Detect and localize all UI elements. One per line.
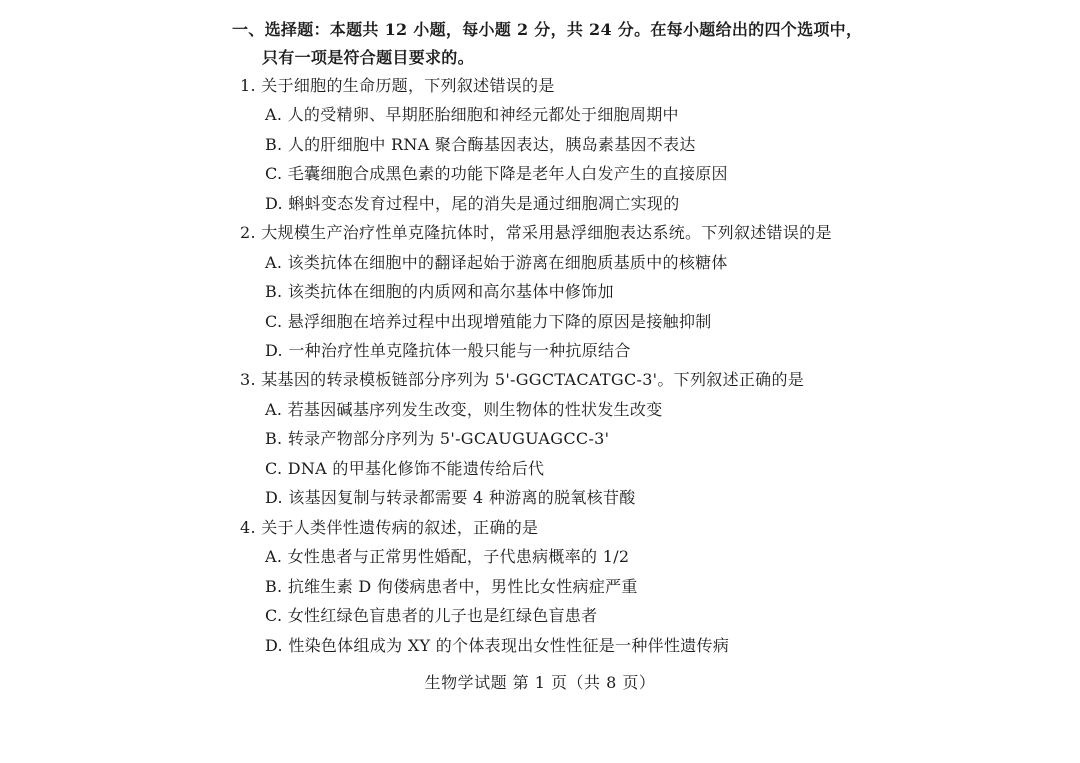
question-1-stem: 1. 关于细胞的生命历题，下列叙述错误的是 xyxy=(240,76,555,95)
page-footer: 生物学试题 第 1 页（共 8 页） xyxy=(424,673,656,692)
question-2-stem: 2. 大规模生产治疗性单克隆抗体时，常采用悬浮细胞表达系统。下列叙述错误的是 xyxy=(240,223,832,242)
question-2-option-b: B. 该类抗体在细胞的内质网和高尔基体中修饰加 xyxy=(265,282,614,301)
question-3-option-d: D. 该基因复制与转录都需要 4 种游离的脱氧核苷酸 xyxy=(265,488,636,507)
question-3-option-a: A. 若基因碱基序列发生改变，则生物体的性状发生改变 xyxy=(265,400,663,419)
question-3-option-b: B. 转录产物部分序列为 5'-GCAUGUAGCC-3' xyxy=(265,429,610,448)
question-2-option-c: C. 悬浮细胞在培养过程中出现增殖能力下降的原因是接触抑制 xyxy=(265,312,712,331)
question-1-option-b: B. 人的肝细胞中 RNA 聚合酶基因表达，胰岛素基因不表达 xyxy=(265,135,696,154)
question-4-option-d: D. 性染色体组成为 XY 的个体表现出女性性征是一种伴性遗传病 xyxy=(265,636,730,655)
question-4-stem: 4. 关于人类伴性遗传病的叙述，正确的是 xyxy=(240,518,539,537)
question-3-option-c: C. DNA 的甲基化修饰不能遗传给后代 xyxy=(265,459,545,478)
question-1-option-a: A. 人的受精卵、早期胚胎细胞和神经元都处于细胞周期中 xyxy=(265,105,679,124)
question-1-option-c: C. 毛囊细胞合成黑色素的功能下降是老年人白发产生的直接原因 xyxy=(265,164,728,183)
question-4-option-b: B. 抗维生素 D 佝偻病患者中，男性比女性病症严重 xyxy=(265,577,638,596)
question-2-option-a: A. 该类抗体在细胞中的翻译起始于游离在细胞质基质中的核糖体 xyxy=(265,253,728,272)
question-4-option-a: A. 女性患者与正常男性婚配，子代患病概率的 1/2 xyxy=(265,547,630,566)
question-1-option-d: D. 蝌蚪变态发育过程中，尾的消失是通过细胞凋亡实现的 xyxy=(265,194,680,213)
section-heading-line2: 只有一项是符合题目要求的。 xyxy=(262,48,474,67)
section-heading xyxy=(232,16,872,72)
question-2-option-d: D. 一种治疗性单克隆抗体一般只能与一种抗原结合 xyxy=(265,341,631,360)
question-4-option-c: C. 女性红绿色盲患者的儿子也是红绿色盲患者 xyxy=(265,606,598,625)
question-3-stem: 3. 某基因的转录模板链部分序列为 5'-GGCTACATGC-3'。下列叙述正确的是 xyxy=(240,370,805,389)
section-heading-line1: 一、选择题：本题共 12 小题，每小题 2 分，共 24 分。在每小题给出的四个选项中， xyxy=(232,20,863,39)
